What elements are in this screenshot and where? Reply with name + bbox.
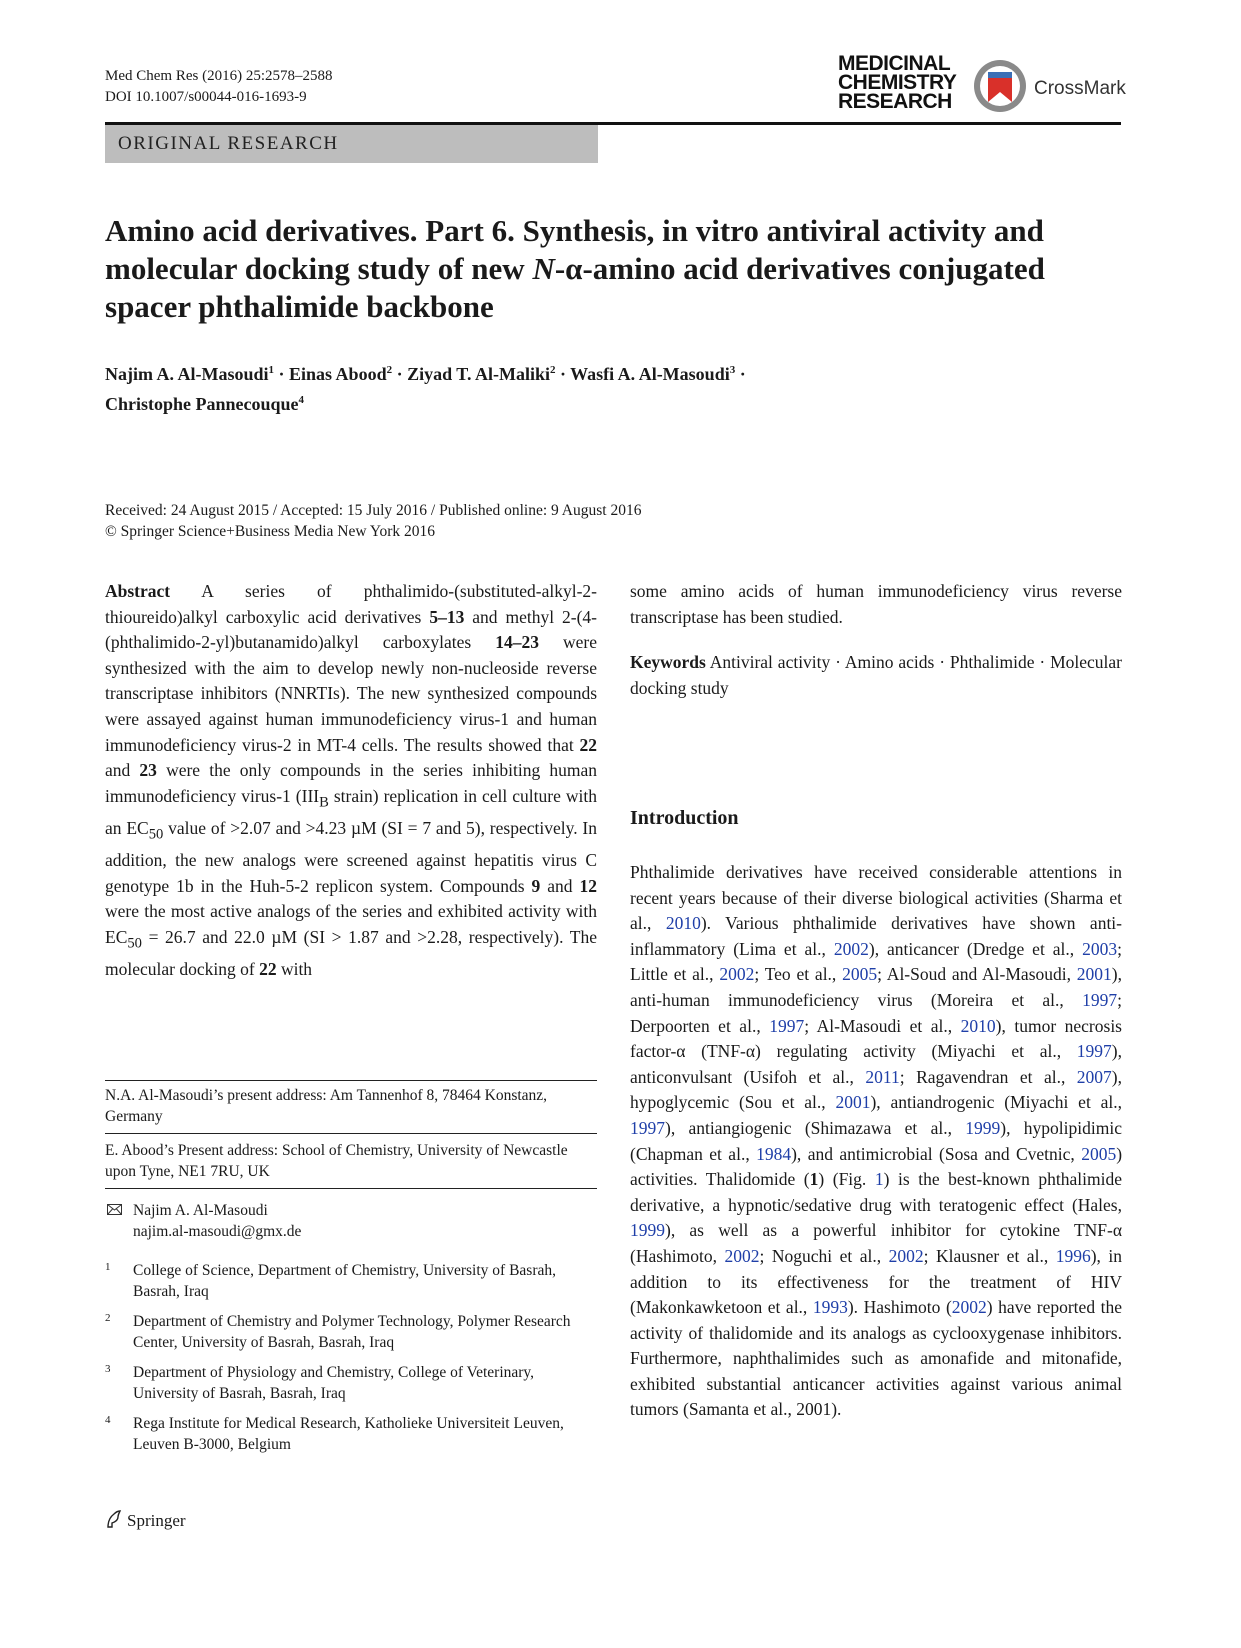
author-affiliation-ref: 4 bbox=[298, 394, 305, 406]
affiliation-text: Department of Chemistry and Polymer Technology, Polymer Research Center, University of Basrah, Basrah, Iraq bbox=[133, 1313, 571, 1351]
intro-text: ; Little et al., bbox=[630, 938, 1122, 985]
logo-line-1: MEDICINAL bbox=[838, 52, 951, 75]
corresponding-author-email[interactable]: najim.al-masoudi@gmx.de bbox=[133, 1223, 302, 1240]
affiliation-number: 4 bbox=[105, 1414, 111, 1426]
title-part-1: Amino acid derivatives. Part 6. Synthesis, in vitro antiviral activity and molecular docking study of new bbox=[105, 213, 1044, 286]
intro-text: ), antiandrogenic (Miyachi et al., bbox=[870, 1092, 1122, 1113]
intro-text: ) activities. Thalidomide ( bbox=[630, 1143, 1123, 1190]
abstract-continuation bbox=[630, 579, 1122, 701]
author[interactable]: Christophe Pannecouque bbox=[105, 394, 299, 414]
author[interactable]: Wasfi A. Al-Masoudi bbox=[570, 364, 730, 384]
compound-ref: 14–23 bbox=[495, 632, 539, 653]
abstract-text: with bbox=[276, 958, 313, 979]
present-address-1: N.A. Al-Masoudi’s present address: Am Tannenhof 8, 78464 Konstanz, Germany bbox=[105, 1087, 548, 1125]
author-affiliation-ref: 2 bbox=[549, 364, 556, 376]
introduction-body bbox=[630, 860, 1122, 1423]
compound-ref: 12 bbox=[579, 875, 597, 896]
affiliation bbox=[105, 1362, 597, 1404]
author-affiliation-ref: 2 bbox=[386, 364, 393, 376]
springer-horse-icon bbox=[105, 1509, 123, 1529]
citation-link[interactable]: 1 bbox=[874, 1169, 884, 1190]
intro-text: ; Teo et al., bbox=[754, 964, 843, 985]
abstract-text: A series of phthalimido-(substituted-alkyl-2-thioureido)alkyl carboxylic acid derivatives bbox=[105, 581, 597, 627]
intro-text: ; Ragavendran et al., bbox=[899, 1066, 1077, 1087]
abstract-text: were synthesized with the aim to develop newly non-nucleoside reverse transcriptase inhibitors (NNRTIs). The new synthesized compounds were assayed against human immunodeficiency virus-1 and human immunodeficiency virus-2 in MT-4 cells. The results showed that bbox=[105, 632, 597, 755]
journal-reference bbox=[105, 66, 332, 108]
introduction-heading: Introduction bbox=[630, 807, 739, 829]
corresponding-author-name: Najim A. Al-Masoudi bbox=[133, 1202, 268, 1219]
author[interactable]: Najim A. Al-Masoudi bbox=[105, 364, 269, 384]
citation-link[interactable]: 2005 bbox=[842, 964, 878, 985]
affiliation bbox=[105, 1413, 597, 1455]
corresponding-author bbox=[105, 1200, 597, 1242]
publisher-footer bbox=[105, 1509, 186, 1531]
citation-link[interactable]: 2007 bbox=[1076, 1066, 1112, 1087]
section-badge: ORIGINAL RESEARCH bbox=[105, 125, 598, 163]
envelope-icon bbox=[107, 1204, 122, 1215]
author-affiliation-ref: 1 bbox=[268, 364, 275, 376]
abstract-text: and methyl 2-(4-(phthalimido-2-yl)butanamido)alkyl carboxylates bbox=[105, 606, 597, 653]
affiliation bbox=[105, 1260, 597, 1302]
author-affiliation-ref: 3 bbox=[729, 364, 736, 376]
intro-text: ). Various phthalimide derivatives have shown anti-inflammatory (Lima et al., bbox=[630, 913, 1122, 959]
title-italic: N bbox=[532, 251, 555, 286]
citation-link[interactable]: 2001 bbox=[1076, 964, 1112, 985]
citation-link[interactable]: 2005 bbox=[1081, 1143, 1117, 1164]
logo-line-2: CHEMISTRY bbox=[838, 71, 957, 94]
abstract-text: = 26.7 and 22.0 µM (SI > 1.87 and >2.28, respectively). The molecular docking of bbox=[105, 926, 597, 979]
citation-link[interactable]: 1996 bbox=[1055, 1245, 1091, 1266]
abstract-text: value of >2.07 and >4.23 µM (SI = 7 and 5), respectively. In addition, the new analogs were screened against hepatitis virus C genotype 1b in the Huh-5-2 replicon system. Compounds bbox=[105, 817, 597, 896]
citation-link[interactable]: 2002 bbox=[724, 1245, 760, 1266]
logo-line-3: RESEARCH bbox=[838, 90, 952, 113]
citation-link[interactable]: 2002 bbox=[951, 1297, 987, 1318]
citation-link[interactable]: 1999 bbox=[630, 1220, 665, 1241]
keywords-label: Keywords bbox=[630, 652, 706, 673]
citation-link[interactable]: 2002 bbox=[719, 964, 755, 985]
keywords bbox=[630, 650, 1122, 701]
intro-text: ), tumor necrosis factor-α (TNF-α) regulating activity (Miyachi et al., bbox=[630, 1015, 1122, 1062]
abstract bbox=[105, 579, 597, 982]
present-address-2: E. Abood’s Present address: School of Chemistry, University of Newcastle upon Tyne, NE1 7RU, UK bbox=[105, 1142, 568, 1180]
intro-text: ; Klausner et al., bbox=[923, 1245, 1056, 1266]
intro-text: Phthalimide derivatives have received considerable attentions in recent years because of their diverse biological activities (Sharma et al., bbox=[630, 862, 1122, 934]
abstract-text: and bbox=[540, 875, 580, 896]
history-dates: Received: 24 August 2015 / Accepted: 15 July 2016 / Published online: 9 August 2016 bbox=[105, 502, 642, 519]
compound-ref: 22 bbox=[579, 734, 597, 755]
citation-link[interactable]: 1999 bbox=[965, 1117, 1001, 1138]
journal-logo bbox=[838, 54, 956, 111]
intro-text: ), hypolipidimic (Chapman et al., bbox=[630, 1117, 1122, 1164]
publisher-name: Springer bbox=[127, 1511, 186, 1530]
intro-text: ), antiangiogenic (Shimazawa et al., bbox=[665, 1117, 966, 1138]
affiliation-number: 3 bbox=[105, 1363, 111, 1375]
copyright: © Springer Science+Business Media New York 2016 bbox=[105, 523, 436, 540]
intro-text: ; Al-Soud and Al-Masoudi, bbox=[877, 964, 1077, 985]
compound-ref: 23 bbox=[139, 760, 157, 781]
footnote-rule bbox=[105, 1188, 597, 1189]
intro-text: ), as well as a powerful inhibitor for cytokine TNF-α (Hashimoto, bbox=[630, 1220, 1122, 1266]
citation-link[interactable]: 2003 bbox=[1082, 938, 1118, 959]
citation-link[interactable]: 2010 bbox=[960, 1015, 996, 1036]
compound-ref: 5–13 bbox=[429, 606, 465, 627]
compound-ref: 9 bbox=[531, 875, 541, 896]
citation-link[interactable]: 1997 bbox=[769, 1015, 805, 1036]
citation-link[interactable]: 1997 bbox=[1082, 989, 1118, 1010]
intro-text: ), in addition to its effectiveness for the treatment of HIV (Makonkawketoon et al., bbox=[630, 1245, 1122, 1318]
article-title bbox=[105, 212, 1125, 326]
citation-link[interactable]: 2002 bbox=[888, 1245, 924, 1266]
compound-ref: 22 bbox=[259, 958, 277, 979]
keywords-text: Antiviral activity · Amino acids · Phthalimide · Molecular docking study bbox=[630, 652, 1122, 698]
crossmark-label[interactable]: CrossMark bbox=[1034, 78, 1126, 99]
citation-link[interactable]: 2002 bbox=[833, 938, 869, 959]
footnote-rule bbox=[105, 1133, 597, 1134]
intro-text: ) is the best-known phthalimide derivative, a hypnotic/sedative drug with teratogenic effect (Hales, bbox=[630, 1169, 1122, 1215]
publication-dates bbox=[105, 500, 641, 542]
author[interactable]: Ziyad T. Al-Maliki bbox=[407, 364, 550, 384]
abstract-text: and bbox=[105, 760, 140, 781]
intro-text: ; Noguchi et al., bbox=[759, 1245, 889, 1266]
footnote-rule bbox=[105, 1080, 597, 1081]
affiliation-text: Department of Physiology and Chemistry, College of Veterinary, University of Basrah, Basrah, Iraq bbox=[133, 1364, 535, 1402]
abstract-label: Abstract bbox=[105, 581, 171, 601]
crossmark-icon[interactable] bbox=[972, 58, 1028, 114]
intro-text: ; Derpoorten et al., bbox=[630, 989, 1122, 1036]
author[interactable]: Einas Abood bbox=[289, 364, 387, 384]
affiliation-number: 2 bbox=[105, 1312, 111, 1324]
compound-ref: 1 bbox=[809, 1169, 819, 1190]
intro-text: ), and antimicrobial (Sosa and Cvetnic, bbox=[791, 1143, 1082, 1164]
abstract-continued-text: some amino acids of human immunodeficiency virus reverse transcriptase has been studied. bbox=[630, 581, 1122, 627]
citation-link[interactable]: 1997 bbox=[630, 1117, 665, 1138]
citation-link[interactable]: 2001 bbox=[835, 1092, 871, 1113]
intro-text: ), anticonvulsant (Usifoh et al., bbox=[630, 1041, 1122, 1087]
intro-text: ), anticancer (Dredge et al., bbox=[868, 938, 1083, 959]
subscript: 50 bbox=[127, 935, 142, 952]
citation-link[interactable]: 1993 bbox=[812, 1297, 848, 1318]
citation-link[interactable]: 1984 bbox=[756, 1143, 792, 1164]
subscript: 50 bbox=[148, 826, 164, 843]
abstract-text: strain) replication in cell culture with an EC bbox=[105, 785, 597, 838]
author-list: Najim A. Al-Masoudi$^1$ · Einas Abood$^2$ · Ziyad T. Al-Maliki$^2$ · Wasfi A. Al-Masoudi$^3$ · Christophe Pannecouque$^4$ bbox=[105, 364, 746, 414]
intro-text: ), anti-human immunodeficiency virus (Moreira et al., bbox=[630, 964, 1122, 1010]
intro-text: ; Al-Masoudi et al., bbox=[804, 1015, 961, 1036]
intro-text: ). Hashimoto ( bbox=[847, 1297, 952, 1318]
affiliation-text: College of Science, Department of Chemistry, University of Basrah, Basrah, Iraq bbox=[133, 1262, 556, 1300]
abstract-text: were the most active analogs of the series and exhibited activity with EC bbox=[105, 901, 597, 947]
intro-text: ) (Fig. bbox=[818, 1169, 875, 1190]
affiliation-number: 1 bbox=[105, 1261, 111, 1273]
journal-citation: Med Chem Res (2016) 25:2578–2588 bbox=[105, 68, 333, 84]
citation-link[interactable]: 2010 bbox=[665, 913, 701, 934]
intro-text: ) have reported the activity of thalidomide and its analogs as cyclooxygenase inhibitors. Furthermore, naphthalimides such as amonafide and mitonafide, exhibited substantial anticancer activities against various animal tumors (Samanta et al., 2001). bbox=[630, 1297, 1122, 1420]
title-part-2: -α-amino acid derivatives conjugated spacer phthalimide backbone bbox=[105, 251, 1045, 324]
citation-link[interactable]: 1997 bbox=[1076, 1041, 1112, 1062]
doi[interactable]: DOI 10.1007/s00044-016-1693-9 bbox=[105, 89, 307, 105]
affiliation-text: Rega Institute for Medical Research, Katholieke Universiteit Leuven, Leuven B-3000, Belgium bbox=[133, 1415, 564, 1453]
citation-link[interactable]: 2011 bbox=[865, 1066, 900, 1087]
abstract-text: were the only compounds in the series inhibiting human immunodeficiency virus-1 (III bbox=[105, 760, 597, 806]
subscript: B bbox=[319, 794, 329, 811]
intro-text: ), hypoglycemic (Sou et al., bbox=[630, 1066, 1122, 1113]
affiliation bbox=[105, 1311, 597, 1353]
